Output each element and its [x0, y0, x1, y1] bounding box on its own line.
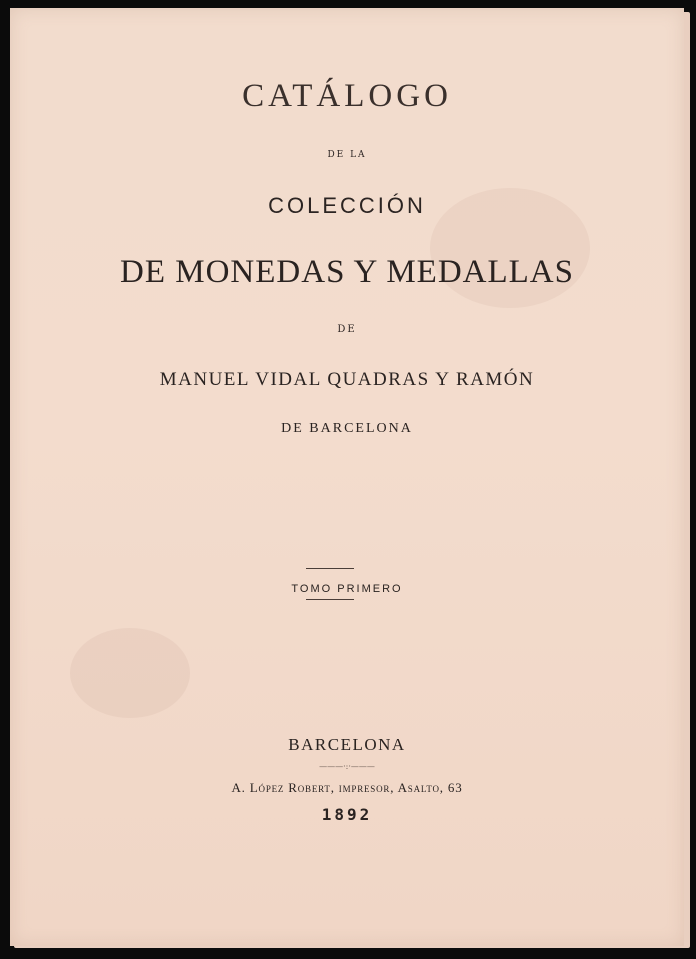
title-page	[10, 8, 684, 946]
title-subject: DE MONEDAS Y MEDALLAS	[120, 254, 574, 290]
imprint-year: 1892	[321, 805, 373, 824]
imprint-place: BARCELONA	[288, 735, 406, 754]
imprint-printer: A. López Robert, impresor, Asalto, 63	[231, 780, 463, 795]
owner-city: DE BARCELONA	[281, 421, 413, 436]
volume-rule-top	[306, 568, 354, 569]
book-title: CATÁLOGO	[242, 78, 452, 114]
paper-stain	[70, 628, 190, 718]
imprint-ornament: ———·:·———	[319, 762, 375, 771]
volume-label: TOMO PRIMERO	[291, 583, 403, 595]
title-connector-de: DE	[337, 324, 357, 335]
owner-name: MANUEL VIDAL QUADRAS Y RAMÓN	[159, 369, 535, 390]
title-coleccion: COLECCIÓN	[268, 193, 426, 218]
volume-rule-bottom	[306, 599, 354, 600]
title-connector-de-la: DE LA	[327, 150, 367, 160]
